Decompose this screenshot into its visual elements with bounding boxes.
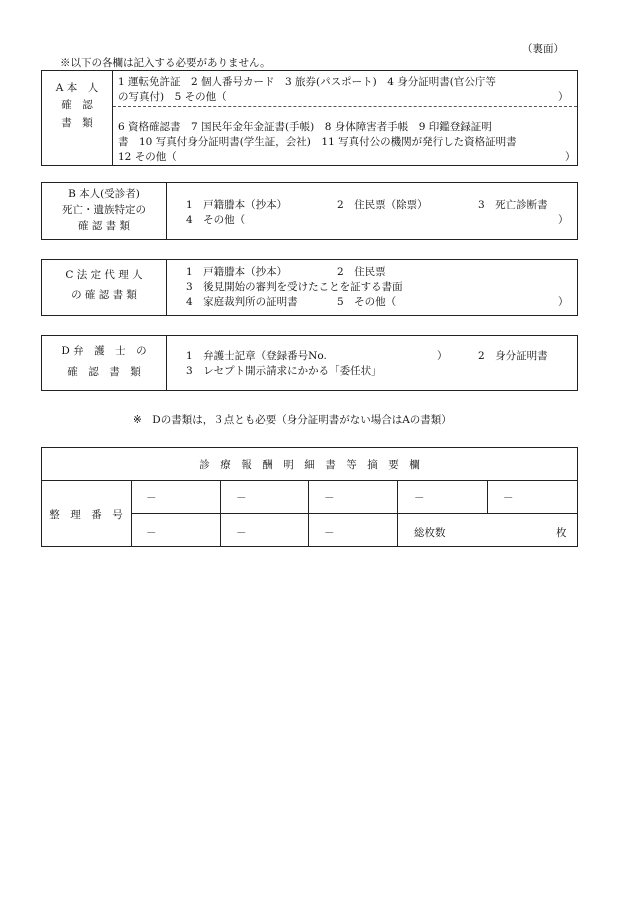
- section-b-label-line2: 死亡・遺族特定の: [62, 204, 146, 216]
- section-a-row2-line2: 書 10 写真付身分証明書(学生証，会社) 11 写真付公の機関が発行した資格証明書: [118, 136, 517, 148]
- section-b-item4: 4 その他（: [186, 214, 246, 226]
- serial-cell: －: [324, 492, 335, 504]
- section-c-item3: 3 後見開始の審判を受けたことを証する書面: [186, 281, 403, 293]
- serial-cell: －: [503, 492, 514, 504]
- section-c-label: [42, 265, 166, 305]
- section-d-item3: 3 レセプト開示請求にかかる「委任状」: [186, 365, 382, 377]
- serial-cell: －: [324, 527, 335, 539]
- header-note: ※以下の各欄は記入する必要がありません。: [60, 57, 271, 69]
- section-a-label-line1: A 本 人: [55, 82, 99, 94]
- section-d-label-line2: 確 認 書 類: [67, 366, 141, 378]
- section-b-label: [42, 186, 166, 234]
- section-d-item2: 2 身分証明書: [478, 350, 548, 362]
- serial-cell: －: [146, 527, 157, 539]
- section-a-row1-line2-close: ）: [558, 91, 569, 103]
- section-d-item1-close: ）: [437, 350, 448, 362]
- section-c-item4: 4 家庭裁判所の証明書: [186, 296, 298, 308]
- section-b-label-line1: B 本人(受診者): [68, 188, 140, 200]
- section-b-label-line3: 確 認 書 類: [77, 220, 130, 232]
- summary-row-label: 整 理 番 号: [49, 509, 123, 521]
- serial-cell: －: [236, 527, 247, 539]
- summary-table-title: 診 療 報 酬 明 細 書 等 摘 要 欄: [199, 459, 420, 471]
- total-sheets-label: 総枚数: [414, 527, 446, 539]
- section-c-label-line1: C 法 定 代 理 人: [65, 269, 143, 281]
- serial-cell: －: [146, 492, 157, 504]
- section-d-label-line1: D 弁 護 士 の: [61, 345, 147, 357]
- serial-cell: －: [236, 492, 247, 504]
- section-a-row2-line3: 12 その他（: [118, 151, 177, 163]
- section-b-item4-close: ）: [558, 214, 569, 226]
- section-c-item1: 1 戸籍謄本（抄本）: [186, 266, 288, 278]
- serial-cell: －: [414, 492, 425, 504]
- footnote: ※ Dの書類は，３点とも必要（身分証明書がない場合はAの書類）: [133, 414, 452, 426]
- section-a-label: [42, 80, 112, 132]
- section-c-item5-close: ）: [558, 296, 569, 308]
- section-a-row1-line2: の写真付) 5 その他（: [118, 91, 227, 103]
- section-c-label-line2: の 確 認 書 類: [71, 289, 137, 301]
- section-a-row2-line1: 6 資格確認書 7 国民年金年金証書(手帳) 8 身体障害者手帳 9 印鑑登録証明: [118, 121, 492, 133]
- section-a-label-line3: 書 類: [61, 116, 93, 129]
- section-c-item5: 5 その他（: [337, 296, 397, 308]
- back-side-mark: （裏面）: [522, 43, 564, 55]
- section-d-item1: 1 弁護士記章（登録番号No.: [186, 350, 327, 362]
- section-b-item2: 2 住民票（除票）: [337, 199, 428, 211]
- section-a-row1-line1: 1 運転免許証 2 個人番号カード 3 旅券(パスポート) 4 身分証明書(官公庁等: [118, 76, 496, 88]
- section-b-item1: 1 戸籍謄本（抄本）: [186, 199, 288, 211]
- total-sheets-unit: 枚: [556, 527, 567, 539]
- section-a-label-line2: 確 認: [61, 99, 93, 112]
- section-b-item3: 3 死亡診断書: [478, 199, 548, 211]
- section-a-row2-line3-close: ）: [565, 151, 576, 163]
- section-c-item2: 2 住民票: [337, 266, 386, 278]
- section-d-label: [42, 341, 166, 383]
